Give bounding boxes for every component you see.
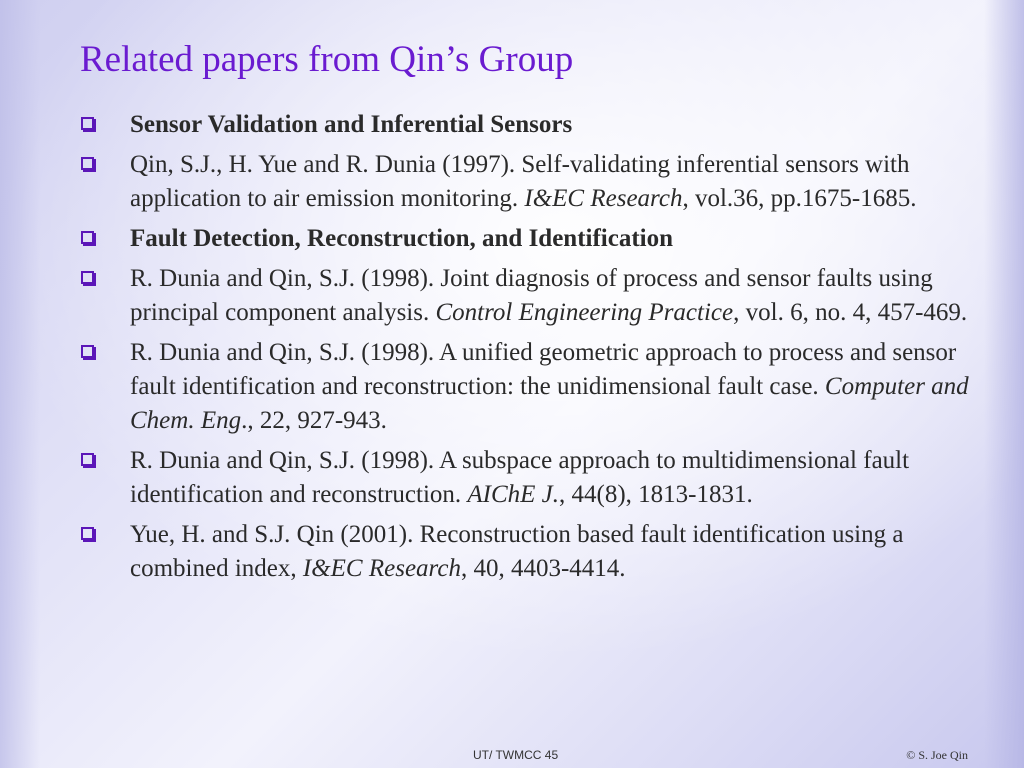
section-heading-fault-detection (80, 222, 985, 256)
hollow-square-bullet-icon (81, 231, 94, 244)
section-heading-text: Fault Detection, Reconstruction, and Identification (130, 225, 674, 252)
reference-citation: Yue, H. and S.J. Qin (2001). Reconstruction based fault identification using a combined index, (130, 521, 904, 582)
reference-text (130, 339, 969, 434)
reference-details: ., 22, 927-943. (241, 407, 387, 434)
section-heading-sensor-validation (80, 108, 985, 142)
journal-name: Control Engineering Practice (435, 299, 734, 326)
hollow-square-bullet-icon (81, 453, 94, 466)
left-edge-shade (0, 0, 40, 768)
reference-details: , 40, 4403-4414. (460, 555, 626, 582)
reference-item (80, 336, 985, 438)
footer-copyright: © S. Joe Qin (906, 748, 968, 762)
reference-citation: R. Dunia and Qin, S.J. (1998). Joint diagnosis of process and sensor faults using principal component analysis. (130, 265, 933, 326)
reference-item (80, 444, 985, 512)
reference-details: , vol.36, pp.1675-1685. (682, 185, 917, 212)
reference-text (130, 521, 903, 582)
journal-name: Computer and Chem. Eng (130, 373, 969, 434)
reference-item (80, 148, 985, 216)
reference-details: , vol. 6, no. 4, 457-469. (733, 299, 968, 326)
journal-name: AIChE J. (467, 481, 560, 508)
hollow-square-bullet-icon (81, 271, 94, 284)
section-heading-text: Sensor Validation and Inferential Sensors (130, 111, 573, 138)
reference-text (130, 447, 909, 508)
reference-text (130, 151, 916, 212)
reference-text (130, 265, 967, 326)
reference-citation: R. Dunia and Qin, S.J. (1998). A subspace approach to multidimensional fault identification and reconstruction. (130, 447, 910, 508)
journal-name: I&EC Research (302, 555, 461, 582)
right-edge-shade (984, 0, 1024, 768)
hollow-square-bullet-icon (81, 117, 94, 130)
slide-title: Related papers from Qin’s Group (80, 39, 574, 80)
reference-item (80, 262, 985, 330)
reference-item (80, 518, 985, 586)
footer-slide-number: UT/ TWMCC 45 (473, 748, 559, 762)
journal-name: I&EC Research (524, 185, 683, 212)
hollow-square-bullet-icon (81, 157, 94, 170)
hollow-square-bullet-icon (81, 527, 94, 540)
reference-details: , 44(8), 1813-1831. (559, 481, 753, 508)
reference-citation: Qin, S.J., H. Yue and R. Dunia (1997). Self-validating inferential sensors with application to air emission monitoring. (130, 151, 910, 212)
hollow-square-bullet-icon (81, 345, 94, 358)
reference-list (80, 108, 985, 592)
reference-citation: R. Dunia and Qin, S.J. (1998). A unified geometric approach to process and sensor fault identification and reconstruction: the unidimensional fault case. (130, 339, 957, 400)
